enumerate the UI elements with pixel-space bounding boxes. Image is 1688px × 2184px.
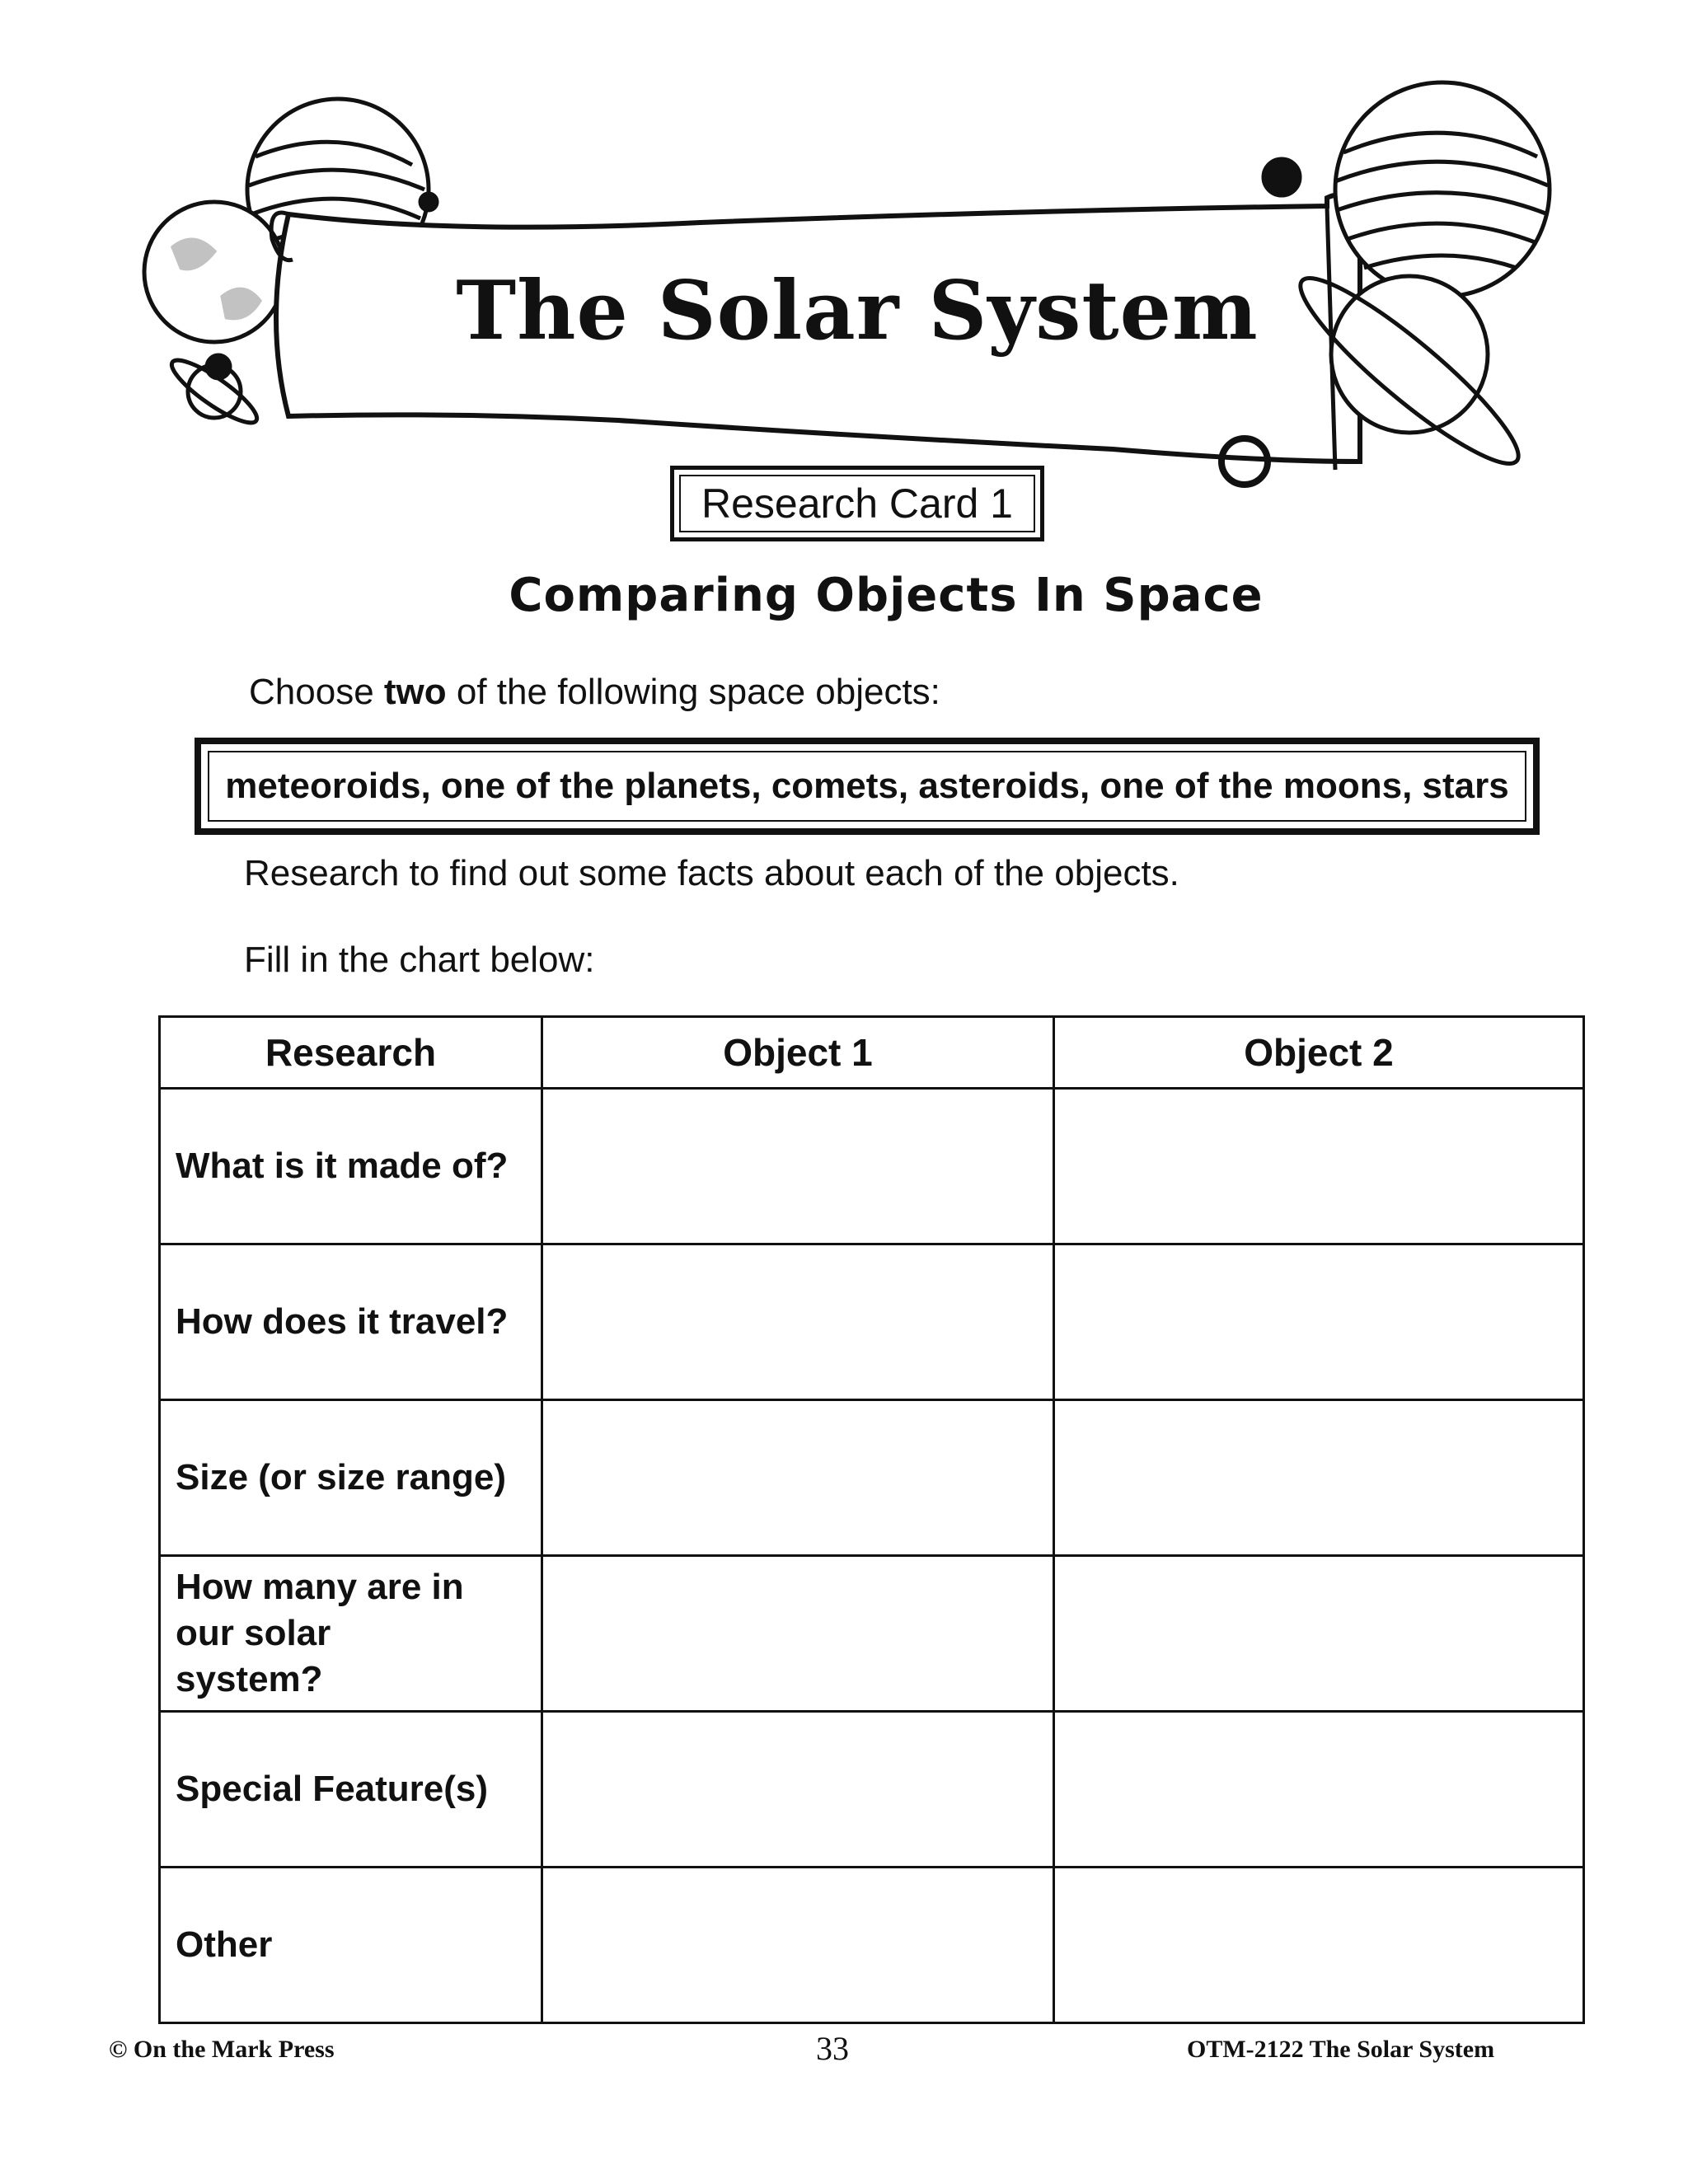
- row-label: Other: [160, 1868, 542, 2023]
- research-card-label: Research Card 1: [701, 480, 1013, 527]
- footer-publisher: © On the Mark Press: [109, 2036, 335, 2063]
- object-2-cell[interactable]: [1054, 1556, 1584, 1712]
- table-row: [160, 1868, 1584, 2023]
- chart-header-row: [160, 1017, 1584, 1089]
- page-number: 33: [816, 2030, 849, 2067]
- row-label: Special Feature(s): [160, 1712, 542, 1868]
- row-label: How many are in our solar system?: [160, 1556, 542, 1712]
- header-research: Research: [160, 1017, 542, 1089]
- options-list: meteoroids, one of the planets, comets, asteroids, one of the moons, stars: [225, 766, 1509, 806]
- object-1-cell[interactable]: [542, 1089, 1054, 1244]
- object-1-cell[interactable]: [542, 1868, 1054, 2023]
- moon-icon: [207, 355, 230, 378]
- research-chart: [158, 1015, 1585, 2024]
- subtitle: Comparing Objects In Space: [509, 569, 1264, 622]
- choose-text-bold: two: [383, 672, 447, 712]
- object-2-cell[interactable]: [1054, 1868, 1584, 2023]
- table-row: [160, 1244, 1584, 1400]
- research-instruction: Research to find out some facts about each of the objects.: [244, 853, 1179, 893]
- object-2-cell[interactable]: [1054, 1244, 1584, 1400]
- header-object-2: Object 2: [1054, 1017, 1584, 1089]
- choose-text-after: of the following space objects:: [446, 672, 940, 712]
- table-row: [160, 1400, 1584, 1556]
- header-object-1: Object 1: [542, 1017, 1054, 1089]
- choose-instruction: [249, 672, 940, 713]
- object-1-cell[interactable]: [542, 1244, 1054, 1400]
- row-label: What is it made of?: [160, 1089, 542, 1244]
- object-2-cell[interactable]: [1054, 1712, 1584, 1868]
- row-label: How does it travel?: [160, 1244, 542, 1400]
- table-row: [160, 1712, 1584, 1868]
- earth-icon: [144, 202, 284, 342]
- page-title: The Solar System: [456, 264, 1259, 359]
- object-1-cell[interactable]: [542, 1556, 1054, 1712]
- footer-book-code: OTM-2122 The Solar System: [1187, 2036, 1495, 2063]
- options-box: [195, 738, 1540, 835]
- table-row: [160, 1089, 1584, 1244]
- research-card-box: [670, 466, 1044, 541]
- table-row: [160, 1556, 1584, 1712]
- object-1-cell[interactable]: [542, 1400, 1054, 1556]
- object-2-cell[interactable]: [1054, 1400, 1584, 1556]
- object-1-cell[interactable]: [542, 1712, 1054, 1868]
- row-label: Size (or size range): [160, 1400, 542, 1556]
- choose-text-before: Choose: [249, 672, 384, 712]
- dot-icon: [420, 194, 437, 210]
- fill-instruction: Fill in the chart below:: [244, 940, 595, 980]
- object-2-cell[interactable]: [1054, 1089, 1584, 1244]
- moon-icon: [1264, 159, 1300, 195]
